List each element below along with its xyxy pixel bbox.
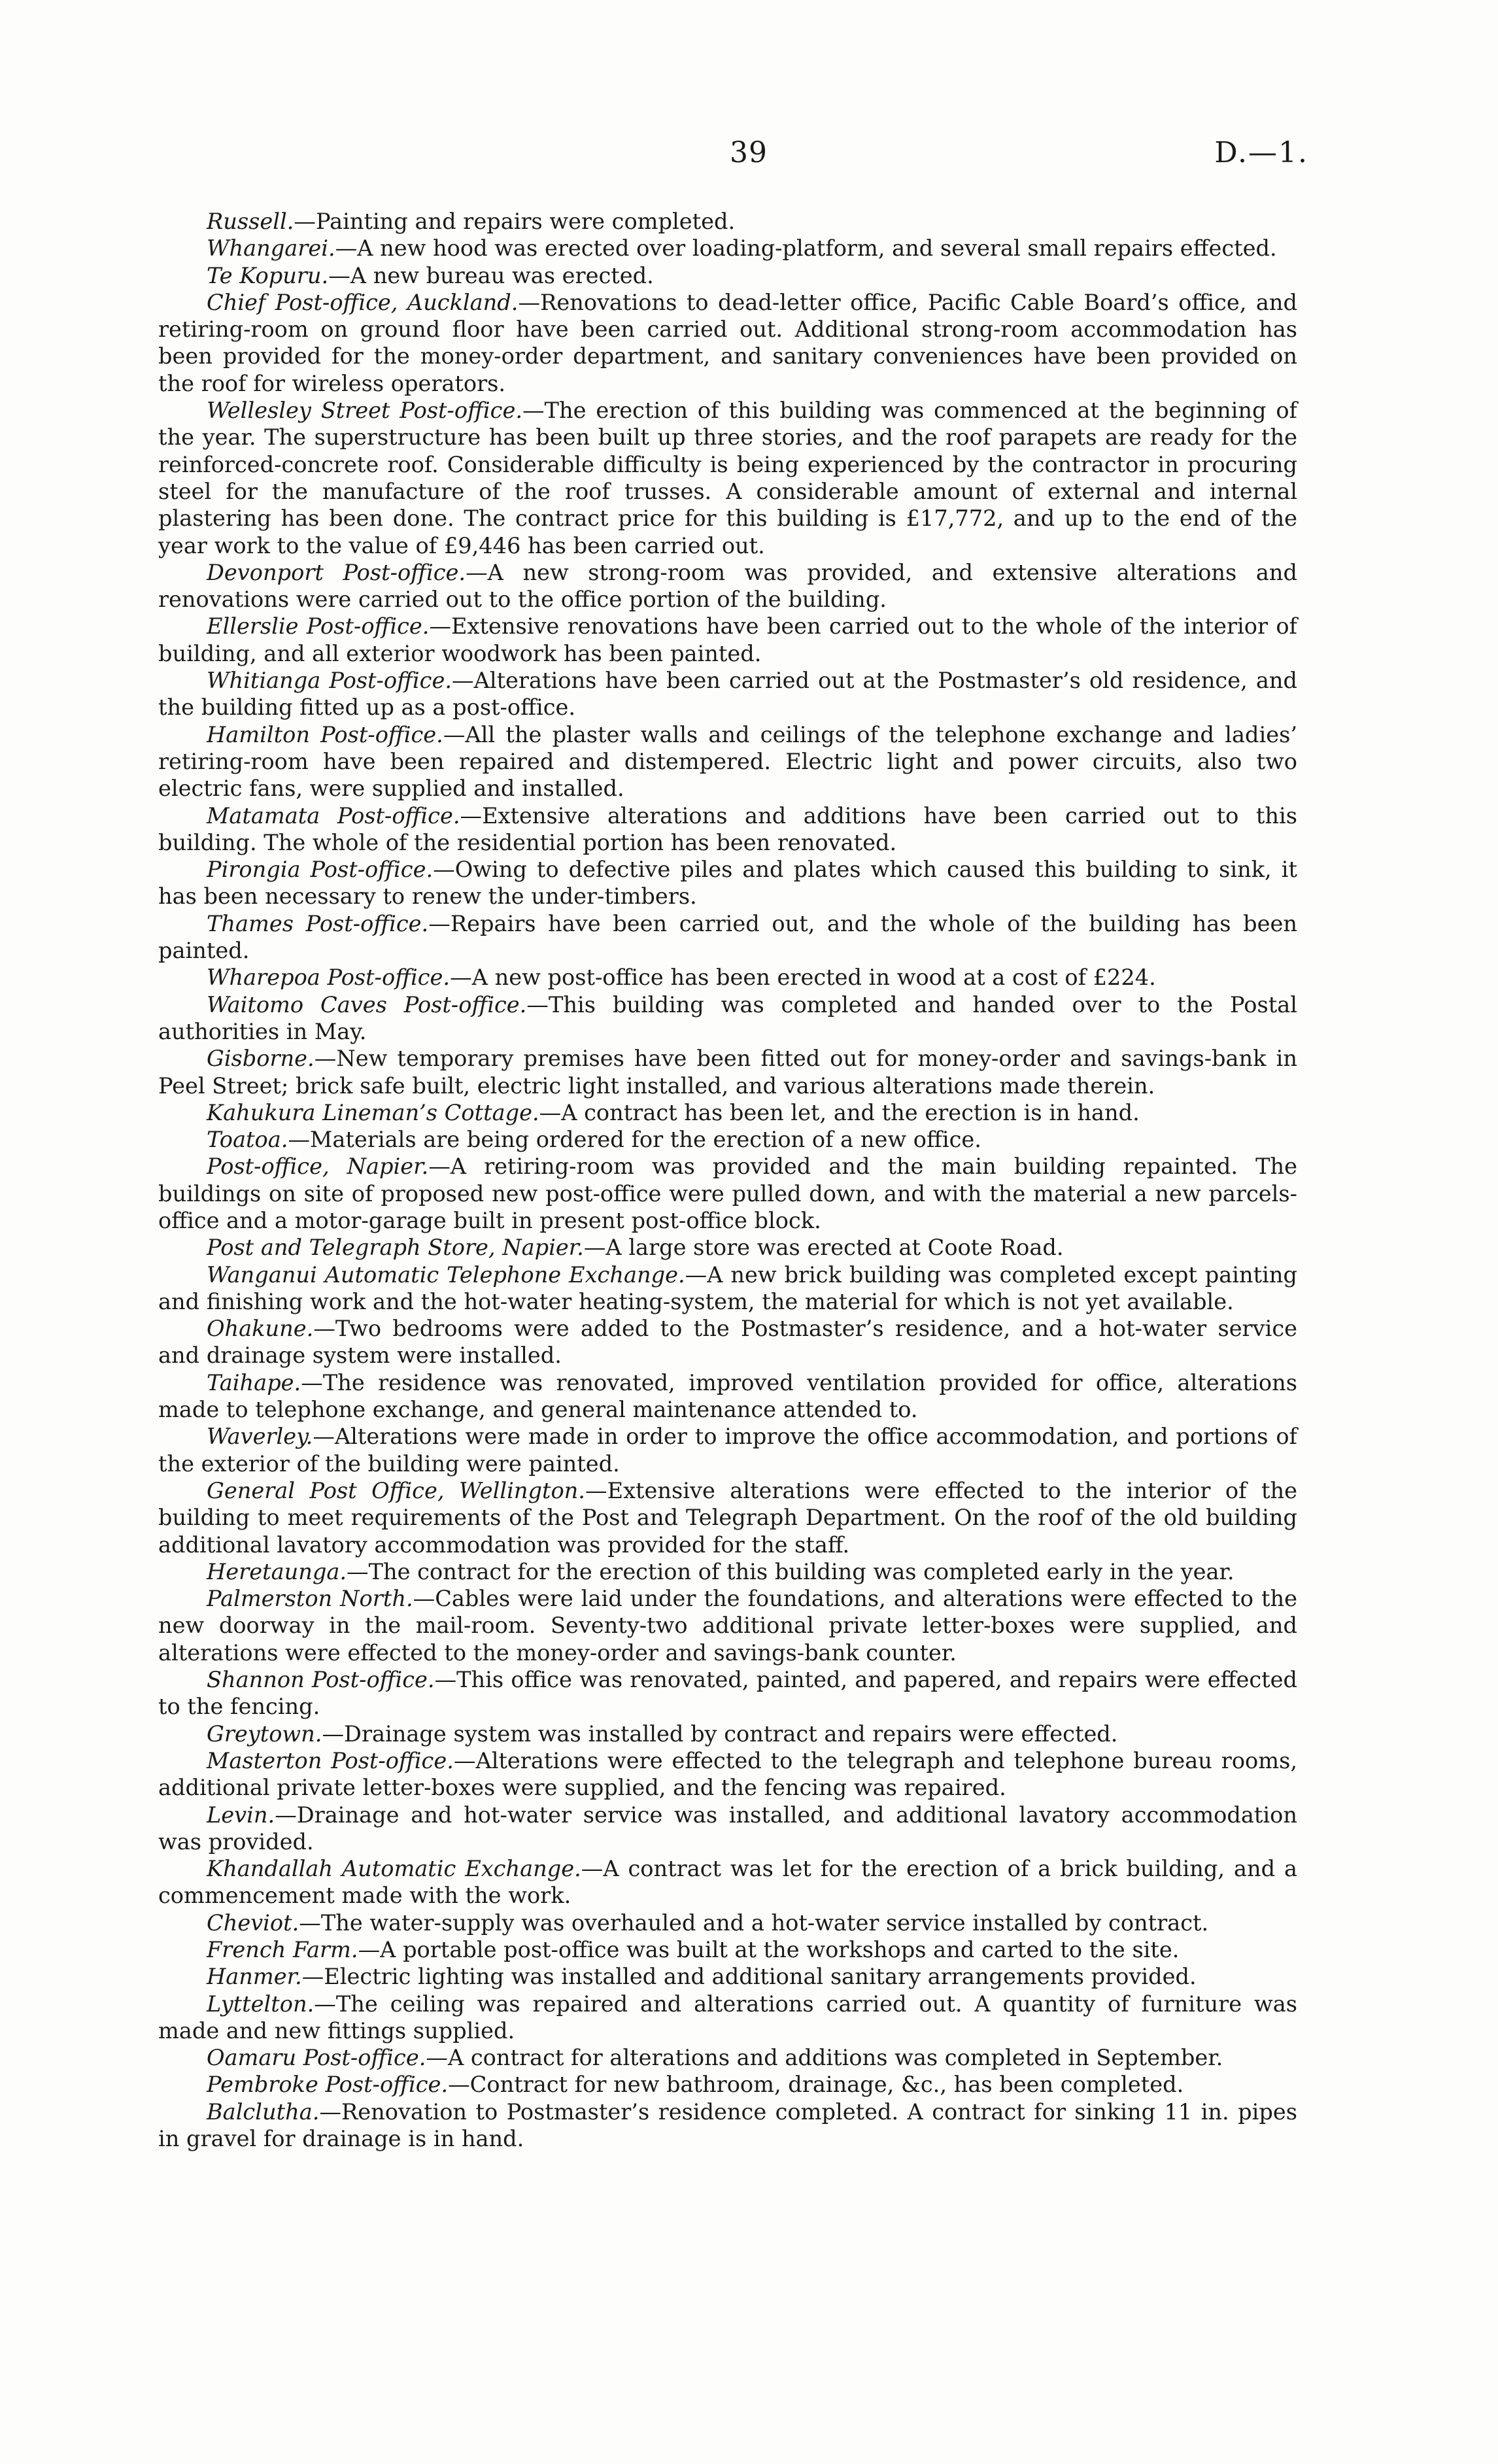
entry-heading: Palmerston North. xyxy=(207,1586,413,1612)
report-entry xyxy=(158,1585,1297,1666)
entry-text: —The residence was renovated, improved ventilation provided for office, alterations made to telephone exchange, and general maintenance attended to. xyxy=(158,1369,1297,1423)
entry-text: —Electric lighting was installed and additional sanitary arrangements provided. xyxy=(301,1964,1197,1990)
entry-text: —Drainage system was installed by contract and repairs were effected. xyxy=(322,1720,1118,1747)
entry-text: —Drainage and hot-water service was installed, and additional lavatory accommodation was provided. xyxy=(158,1802,1297,1855)
report-entry xyxy=(158,1558,1297,1585)
entry-heading: Taihape. xyxy=(207,1369,301,1395)
report-entry xyxy=(158,1261,1297,1316)
entry-heading: Heretaunga. xyxy=(207,1558,347,1584)
entry-text: —A retiring-room was provided and the main building repainted. The buildings on site of proposed new post-office were pulled down, and with the material a new parcels-office and a motor-garage built in present post-office block. xyxy=(158,1154,1298,1233)
report-entry xyxy=(158,1369,1297,1424)
entry-text: —Contract for new bathroom, drainage, &c., has been completed. xyxy=(448,2072,1184,2098)
report-entry xyxy=(158,667,1297,721)
entry-text: —A new brick building was completed except painting and finishing work and the hot-water heating-system, the material for which is not yet available. xyxy=(158,1261,1297,1314)
entry-heading: Whitianga Post-office. xyxy=(207,668,452,694)
entry-heading: Ellerslie Post-office. xyxy=(207,613,430,640)
entry-text: —Extensive alterations were effected to the interior of the building to meet requirements of the Post and Telegraph Department. On the roof of the old building additional lavatory accommodation was provided for the staff. xyxy=(158,1477,1297,1558)
entry-text: —The water-supply was overhauled and a hot-water service installed by contract. xyxy=(299,1909,1209,1936)
report-entry xyxy=(158,1126,1297,1153)
entry-heading: French Farm. xyxy=(207,1937,358,1962)
entry-text: —The erection of this building was commenced at the beginning of the year. The superstructure has been built up three stories, and the roof parapets are ready for the reinforced-concrete roof. Considerable difficulty is being experienced by the contractor in procuring steel for the manufacture of the roof trusses. A considerable amount of external and internal plastering has been done. The contract price for this building is £17,772, and up to the end of the year work to the value of £9,446 has been carried out. xyxy=(158,398,1297,558)
report-entry xyxy=(158,2098,1297,2153)
report-entry xyxy=(158,208,1297,235)
report-entry xyxy=(158,397,1297,559)
report-entry xyxy=(158,1099,1297,1126)
entry-text: —Renovation to Postmaster’s residence completed. A contract for sinking 11 in. pipes in gravel for drainage is in hand. xyxy=(158,2098,1297,2152)
entry-heading: Khandallah Automatic Exchange. xyxy=(207,1856,581,1882)
entry-heading: Thames Post-office. xyxy=(207,910,429,936)
entry-heading: Oamaru Post-office. xyxy=(207,2045,426,2071)
entry-text: —A new strong-room was provided, and extensive alterations and renovations were carried out to the office portion of the building. xyxy=(158,559,1297,613)
entry-heading: Balclutha. xyxy=(207,2098,320,2125)
page-number: 39 xyxy=(730,136,768,169)
entry-text: —A portable post-office was built at the workshops and carted to the site. xyxy=(358,1937,1180,1962)
entry-heading: Devonport Post-office. xyxy=(207,559,466,585)
report-entry xyxy=(158,262,1297,289)
report-entry xyxy=(158,856,1297,910)
entry-text: —Owing to defective piles and plates which caused this building to sink, it has been necessary to renew the under-timbers. xyxy=(158,857,1298,910)
entry-heading: Waverley. xyxy=(207,1424,313,1450)
entry-text: —All the plaster walls and ceilings of the telephone exchange and ladies’ retiring-room have been repaired and distempered. Electric light and power circuits, also two electric fans, were supplied and installed. xyxy=(158,721,1297,802)
report-entry xyxy=(158,1234,1297,1261)
entry-text: —Two bedrooms were added to the Postmaster’s residence, and a hot-water service and drainage system were installed. xyxy=(158,1316,1297,1369)
report-entry xyxy=(158,289,1297,397)
entry-text: —Renovations to dead-letter office, Pacific Cable Board’s office, and retiring-room on ground floor have been carried out. Additional strong-room accommodation has been provided for the money-order department, and sanitary conveniences have been provided on the roof for wireless operators. xyxy=(158,289,1297,396)
entry-heading: Te Kopuru. xyxy=(207,262,329,288)
entry-text: —This office was renovated, painted, and papered, and repairs were effected to the fencing. xyxy=(158,1667,1297,1720)
report-entry xyxy=(158,1423,1297,1477)
entry-heading: Cheviot. xyxy=(207,1909,299,1936)
entry-heading: Ohakune. xyxy=(207,1316,314,1342)
entry-heading: Pembroke Post-office. xyxy=(207,2072,449,2098)
entry-text: —A large store was erected at Coote Road. xyxy=(583,1235,1064,1261)
report-entry xyxy=(158,1802,1297,1856)
report-entry xyxy=(158,1855,1297,1909)
report-entry xyxy=(158,2044,1297,2071)
entry-text: —New temporary premises have been fitted out for money-order and savings-bank in Peel Street; brick safe built, electric light installed, and various alterations made therein. xyxy=(158,1046,1297,1099)
report-entry xyxy=(158,1045,1297,1099)
report-entry xyxy=(158,1477,1297,1558)
report-entry xyxy=(158,964,1297,991)
report-entry xyxy=(158,1666,1297,1720)
entry-heading: Pirongia Post-office. xyxy=(207,857,434,883)
document-reference: D.—1. xyxy=(1214,136,1308,169)
report-entry xyxy=(158,1720,1297,1747)
entry-heading: Masterton Post-office. xyxy=(207,1747,454,1773)
entry-text: —Repairs have been carried out, and the whole of the building has been painted. xyxy=(158,910,1298,964)
entry-text: —Alterations have been carried out at the Postmaster’s old residence, and the building fitted up as a post-office. xyxy=(158,668,1297,721)
entry-heading: Whangarei. xyxy=(207,235,335,262)
entry-text: —Extensive alterations and additions have been carried out to this building. The whole of the residential portion has been renovated. xyxy=(158,802,1297,855)
entry-text: —A contract for alterations and additions was completed in September. xyxy=(426,2045,1223,2071)
entry-heading: Lyttelton. xyxy=(207,1991,315,2017)
report-entry xyxy=(158,1747,1297,1802)
report-entry xyxy=(158,613,1297,667)
entry-text: —A new post-office has been erected in wood at a cost of £224. xyxy=(450,965,1156,991)
entry-text: —A new hood was erected over loading-platform, and several small repairs effected. xyxy=(335,235,1277,262)
entry-text: —Extensive renovations have been carried out to the whole of the interior of building, and all exterior woodwork has been painted. xyxy=(158,613,1297,666)
entry-text: —The contract for the erection of this building was completed early in the year. xyxy=(347,1558,1234,1584)
report-entry xyxy=(158,802,1297,857)
entry-text: —A contract was let for the erection of a brick building, and a commencement made with the work. xyxy=(158,1856,1297,1909)
entry-heading: Wellesley Street Post-office. xyxy=(207,398,522,424)
report-entry xyxy=(158,1909,1297,1936)
entry-heading: Kahukura Lineman’s Cottage. xyxy=(207,1099,539,1125)
report-entry xyxy=(158,1315,1297,1369)
report-body xyxy=(158,208,1297,2152)
entry-heading: Waitomo Caves Post-office. xyxy=(207,991,527,1018)
entry-text: —A contract has been let, and the erection is in hand. xyxy=(539,1099,1140,1125)
entry-text: —This building was completed and handed over to the Postal authorities in May. xyxy=(158,991,1297,1044)
entry-heading: Wanganui Automatic Telephone Exchange. xyxy=(207,1261,685,1288)
entry-heading: Matamata Post-office. xyxy=(207,802,460,829)
entry-text: —Alterations were made in order to improve the office accommodation, and portions of the exterior of the building were painted. xyxy=(158,1424,1297,1477)
entry-heading: Gisborne. xyxy=(207,1046,315,1072)
entry-heading: Shannon Post-office. xyxy=(207,1667,435,1693)
report-entry xyxy=(158,559,1297,613)
entry-heading: Toatoa. xyxy=(207,1127,288,1153)
entry-heading: Post and Telegraph Store, Napier. xyxy=(207,1235,584,1261)
entry-text: —Alterations were effected to the telegraph and telephone bureau rooms, additional private letter-boxes were supplied, and the fencing was repaired. xyxy=(158,1747,1297,1801)
report-entry xyxy=(158,2071,1297,2098)
report-entry xyxy=(158,1153,1297,1234)
entry-heading: Hamilton Post-office. xyxy=(207,721,443,747)
entry-heading: Greytown. xyxy=(207,1720,322,1747)
entry-heading: Post-office, Napier. xyxy=(207,1154,429,1180)
report-entry xyxy=(158,235,1297,262)
report-entry xyxy=(158,1991,1297,2045)
entry-heading: Russell. xyxy=(207,209,294,234)
report-entry xyxy=(158,910,1297,965)
report-entry xyxy=(158,1936,1297,1963)
entry-text: —A new bureau was erected. xyxy=(328,262,654,288)
entry-heading: Hanmer. xyxy=(207,1964,302,1990)
entry-heading: Levin. xyxy=(207,1802,275,1828)
entry-text: —The ceiling was repaired and alterations carried out. A quantity of furniture was made and new fittings supplied. xyxy=(158,1991,1297,2044)
entry-text: —Materials are being ordered for the erection of a new office. xyxy=(288,1127,981,1153)
entry-text: —Painting and repairs were completed. xyxy=(294,209,736,234)
entry-text: —Cables were laid under the foundations, and alterations were effected to the new doorway in the mail-room. Seventy-two additional private letter-boxes were supplied, and alterations were effected to the money-order and savings-bank counter. xyxy=(158,1586,1297,1666)
report-entry xyxy=(158,1963,1297,1990)
report-entry xyxy=(158,721,1297,802)
entry-heading: Wharepoa Post-office. xyxy=(207,965,451,991)
report-entry xyxy=(158,991,1297,1046)
entry-heading: General Post Office, Wellington. xyxy=(207,1477,585,1503)
entry-heading: Chief Post-office, Auckland. xyxy=(207,289,519,315)
